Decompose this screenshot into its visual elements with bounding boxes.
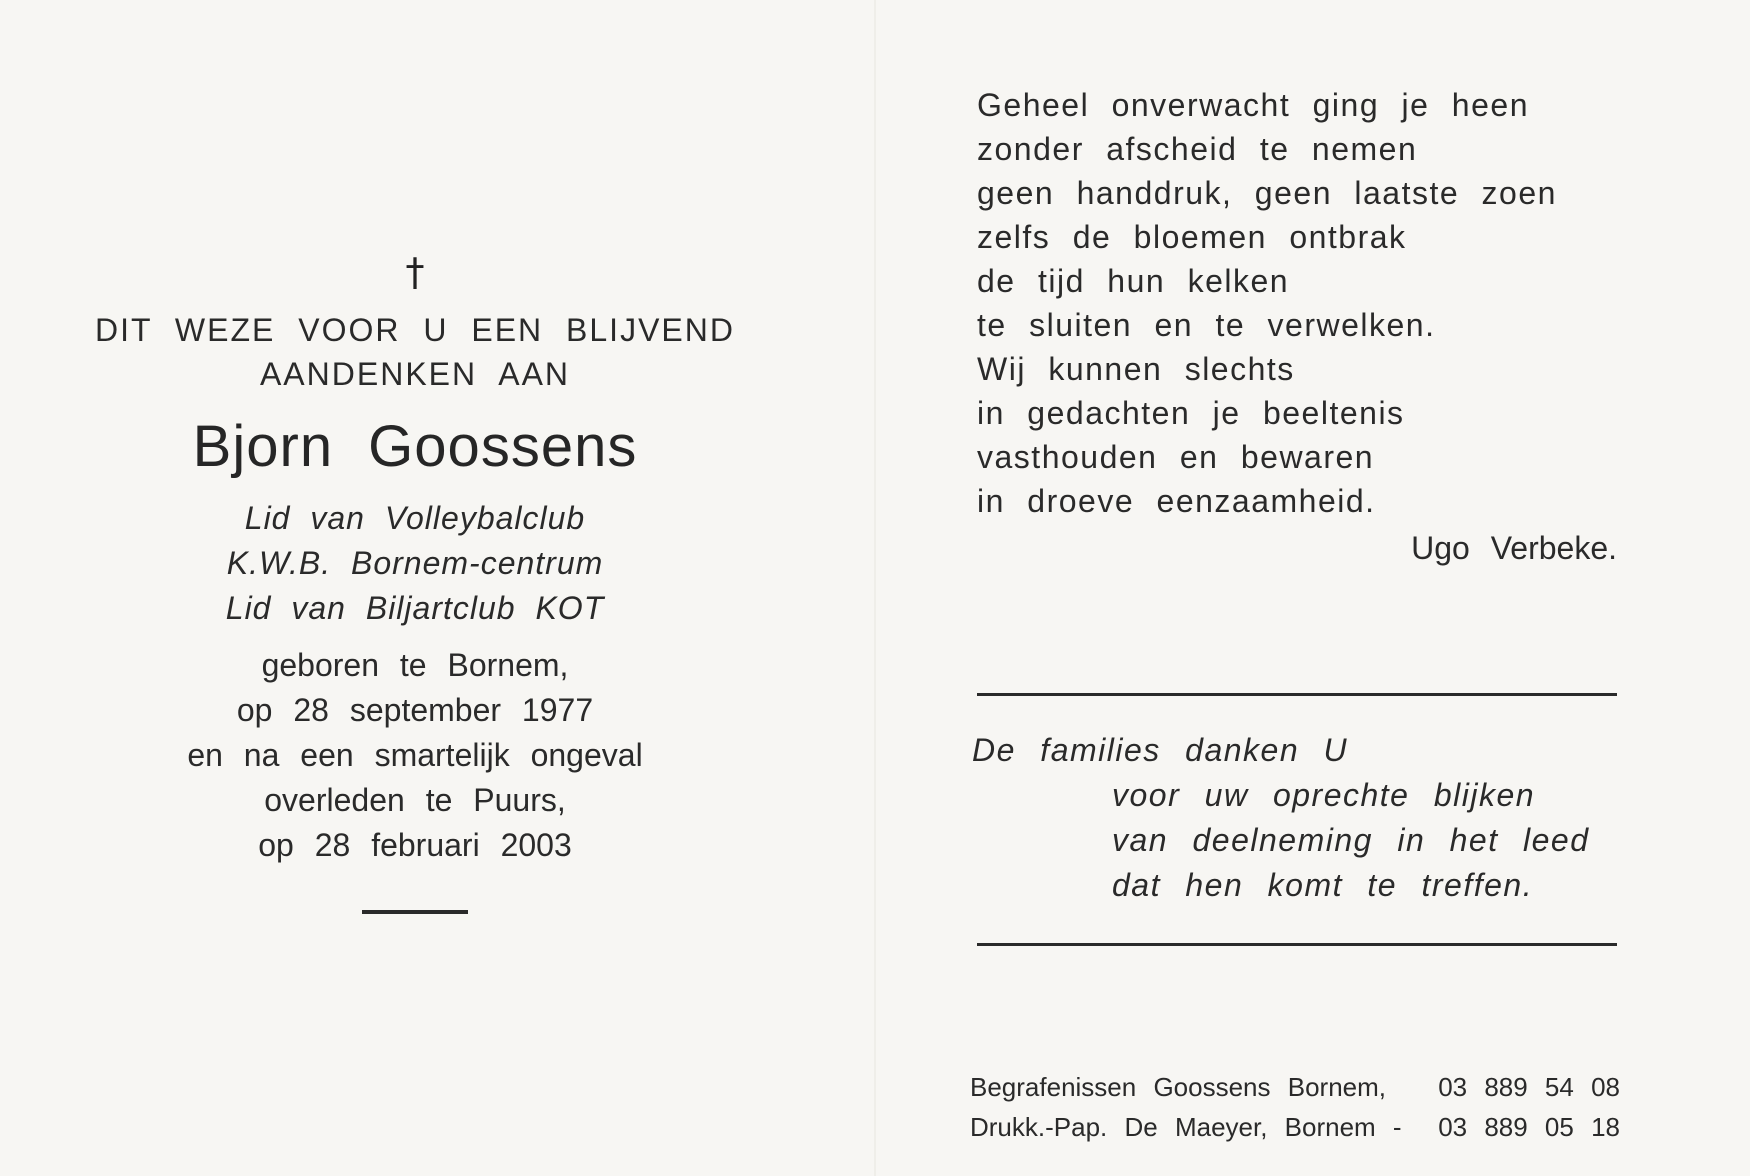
intro-line: DIT WEZE VOOR U EEN BLIJVEND [95, 312, 735, 348]
divider [362, 910, 468, 914]
poem-line: vasthouden en bewaren [977, 439, 1375, 475]
imprint-row [970, 1107, 1620, 1147]
thanks-line: van deelneming in het leed [1112, 822, 1590, 858]
thanks-line: dat hen komt te treffen. [1112, 867, 1534, 903]
poem-line: zonder afscheid te nemen [977, 131, 1418, 167]
bio-line: geboren te Bornem, [261, 647, 569, 683]
imprint-company: Drukk.-Pap. De Maeyer, Bornem - [970, 1112, 1402, 1142]
poem-line: in gedachten je beeltenis [977, 395, 1405, 431]
thanks-text [972, 728, 1632, 908]
thanks-line: voor uw oprechte blijken [1112, 777, 1536, 813]
divider [977, 693, 1617, 696]
card-fold [874, 0, 876, 1176]
poem-line: te sluiten en te verwelken. [977, 307, 1436, 343]
poem-line: de tijd hun kelken [977, 263, 1290, 299]
imprint-company: Begrafenissen Goossens Bornem, [970, 1072, 1386, 1102]
imprint [970, 1067, 1620, 1147]
club-line: K.W.B. Bornem-centrum [226, 545, 604, 581]
thanks-line: De families danken U [972, 732, 1349, 768]
club-line: Lid van Volleybalclub [244, 500, 586, 536]
poem-line: zelfs de bloemen ontbrak [977, 219, 1407, 255]
bio-line: op 28 februari 2003 [258, 827, 572, 863]
divider [977, 943, 1617, 946]
intro-line: AANDENKEN AAN [259, 356, 571, 392]
poem-author: Ugo Verbeke. [1411, 530, 1617, 566]
bio-line: overleden te Puurs, [264, 782, 566, 818]
imprint-phone: 03 889 05 18 [1438, 1112, 1620, 1142]
left-panel [60, 250, 770, 914]
poem-line: Wij kunnen slechts [977, 351, 1295, 387]
intro-text [60, 308, 770, 396]
imprint-row [970, 1067, 1620, 1107]
club-memberships [60, 496, 770, 631]
deceased-name: Bjorn Goossens [192, 414, 638, 479]
poem-line: geen handdruk, geen laatste zoen [977, 175, 1557, 211]
club-line: Lid van Biljartclub KOT [225, 590, 605, 626]
bio-line: op 28 september 1977 [236, 692, 594, 728]
bio-line: en na een smartelijk ongeval [187, 737, 643, 773]
poem-line: Geheel onverwacht ging je heen [977, 87, 1529, 123]
cross-icon: † [405, 250, 425, 294]
poem-line: in droeve eenzaamheid. [977, 483, 1376, 519]
imprint-phone: 03 889 54 08 [1438, 1072, 1620, 1102]
life-details [60, 643, 770, 868]
poem [977, 83, 1637, 523]
